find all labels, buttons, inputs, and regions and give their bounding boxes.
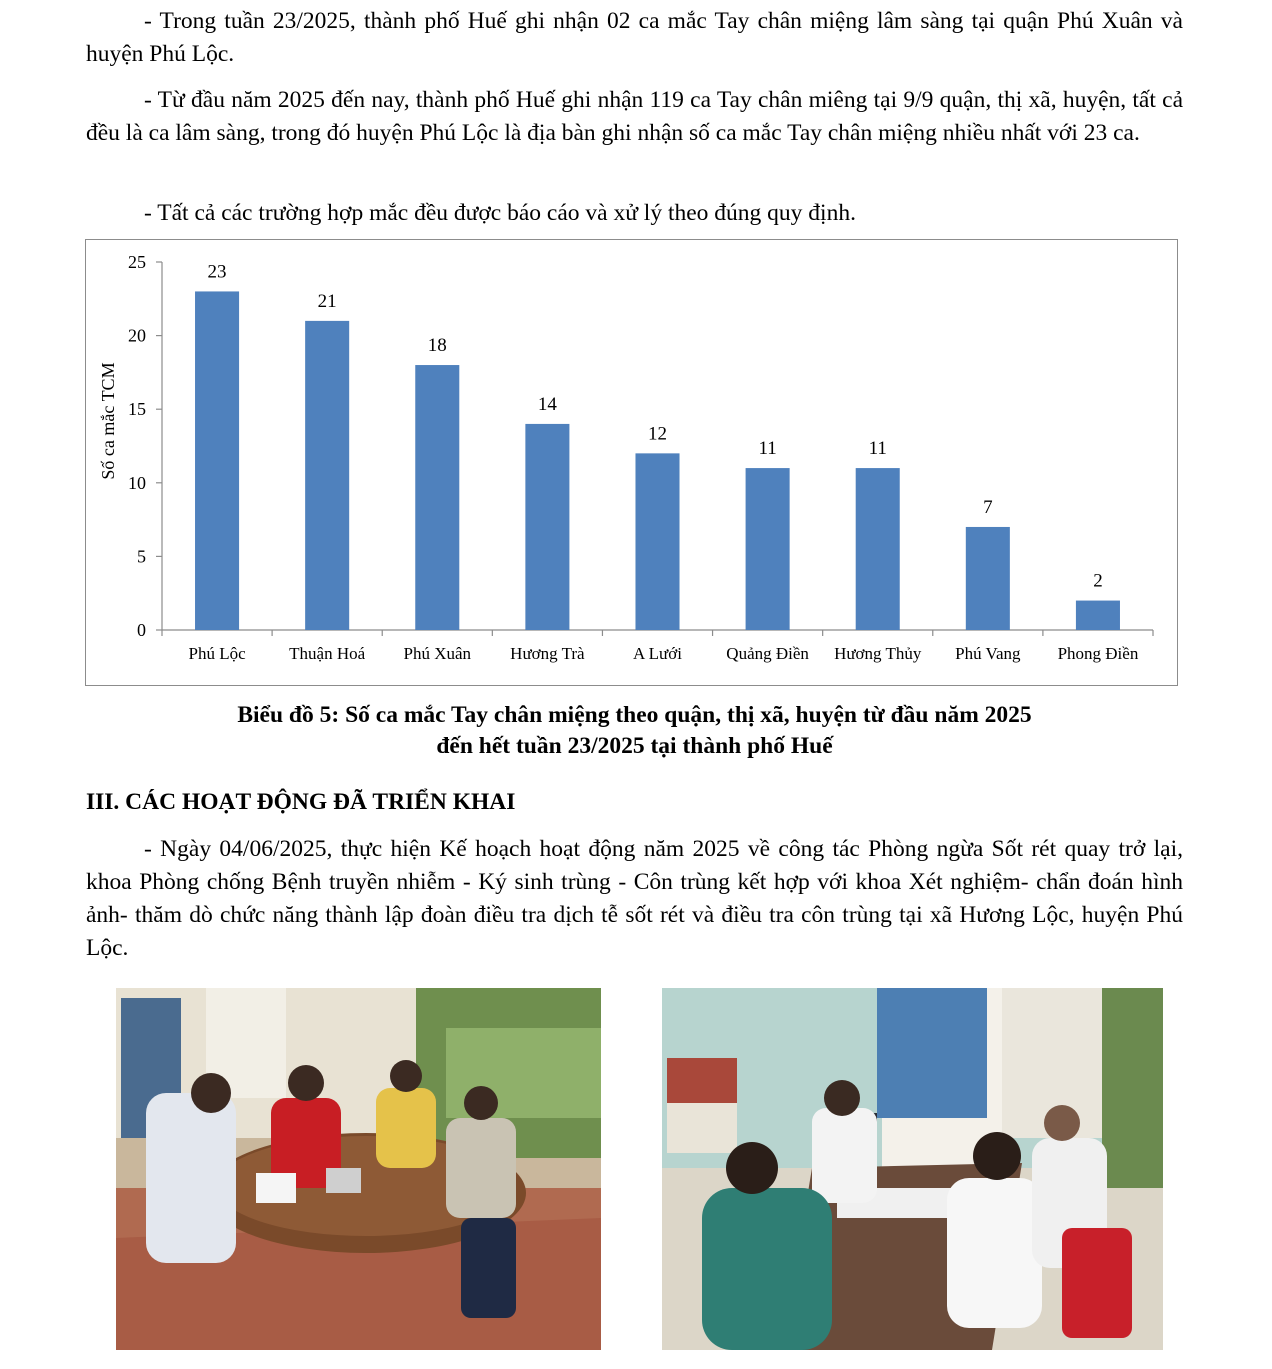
y-tick-label: 10 [128,472,146,493]
photo-team-meeting [662,988,1163,1350]
chart-caption-line-1: Biểu đồ 5: Số ca mắc Tay chân miệng theo quận, thị xã, huyện từ đầu năm 2025 [237,702,1032,728]
category-label: A Lưới [633,644,682,663]
bar-7 [856,468,900,630]
y-tick-label: 0 [137,620,146,640]
paragraph-malaria-survey: - Ngày 04/06/2025, thực hiện Kế hoạch hoạt động năm 2025 về công tác Phòng ngừa Sốt rét quay trở lại, khoa Phòng chống Bệnh truyền nhiễm - Ký sinh trùng - Côn trùng kết hợp với khoa Xét nghiệm- chẩn đoán hình ảnh- thăm dò chức năng thành lập đoàn điều tra dịch tễ sốt rét và điều tra côn trùng tại xã Hương Lộc, huyện Phú Lộc. [86,836,1183,961]
paragraph-reporting: - Tất cả các trường hợp mắc đều được báo cáo và xử lý theo đúng quy định. [144,200,856,226]
photo-health-worker-interview [116,988,601,1350]
bar-2 [305,321,349,630]
y-tick-label: 15 [128,399,146,420]
data-label: 11 [758,438,777,460]
category-label: Phú Vang [955,644,1021,663]
y-tick-label: 5 [137,546,146,567]
data-label: 2 [1093,570,1103,592]
y-tick-label: 25 [128,252,146,272]
chart-caption-line-2: đến hết tuần 23/2025 tại thành phố Huế [436,733,833,759]
data-label: 14 [537,393,557,415]
data-label: 18 [427,335,447,357]
bar-8 [966,527,1010,630]
bar-9 [1076,601,1120,630]
bar-1 [195,291,239,630]
paragraph-year-cases: - Từ đầu năm 2025 đến nay, thành phố Huế ghi nhận 119 ca Tay chân miêng tại 9/9 quận, thị xã, huyện, tất cả đều là ca lâm sàng, trong đó huyện Phú Lộc là địa bàn ghi nhận số ca mắc Tay chân miệng nhiều nhất với 23 ca. [86,87,1183,146]
category-label: Hương Thủy [834,644,922,663]
data-label: 23 [207,261,227,283]
category-label: Phong Điền [1057,644,1139,663]
data-label: 12 [648,423,667,445]
chart-canvas [86,240,1179,687]
bar-6 [746,468,790,630]
hfmd-bar-chart [85,239,1178,686]
data-label: 11 [868,438,887,460]
data-label: 21 [317,290,337,312]
y-axis-title: Số ca mắc TCM [98,362,118,480]
category-label: Hương Trà [510,644,585,663]
y-tick-label: 20 [128,325,146,346]
section-heading: III. CÁC HOẠT ĐỘNG ĐÃ TRIỂN KHAI [86,789,516,815]
paragraph-week-cases: - Trong tuần 23/2025, thành phố Huế ghi nhận 02 ca mắc Tay chân miệng lâm sàng tại quận Phú Xuân và huyện Phú Lộc. [86,8,1183,67]
data-label: 7 [983,496,993,518]
bar-3 [415,365,459,630]
category-label: Phú Lộc [188,644,246,663]
bar-5 [635,453,679,630]
category-label: Thuận Hoá [289,644,366,663]
category-label: Phú Xuân [403,644,472,663]
bar-4 [525,424,569,630]
category-label: Quảng Điền [726,644,809,663]
